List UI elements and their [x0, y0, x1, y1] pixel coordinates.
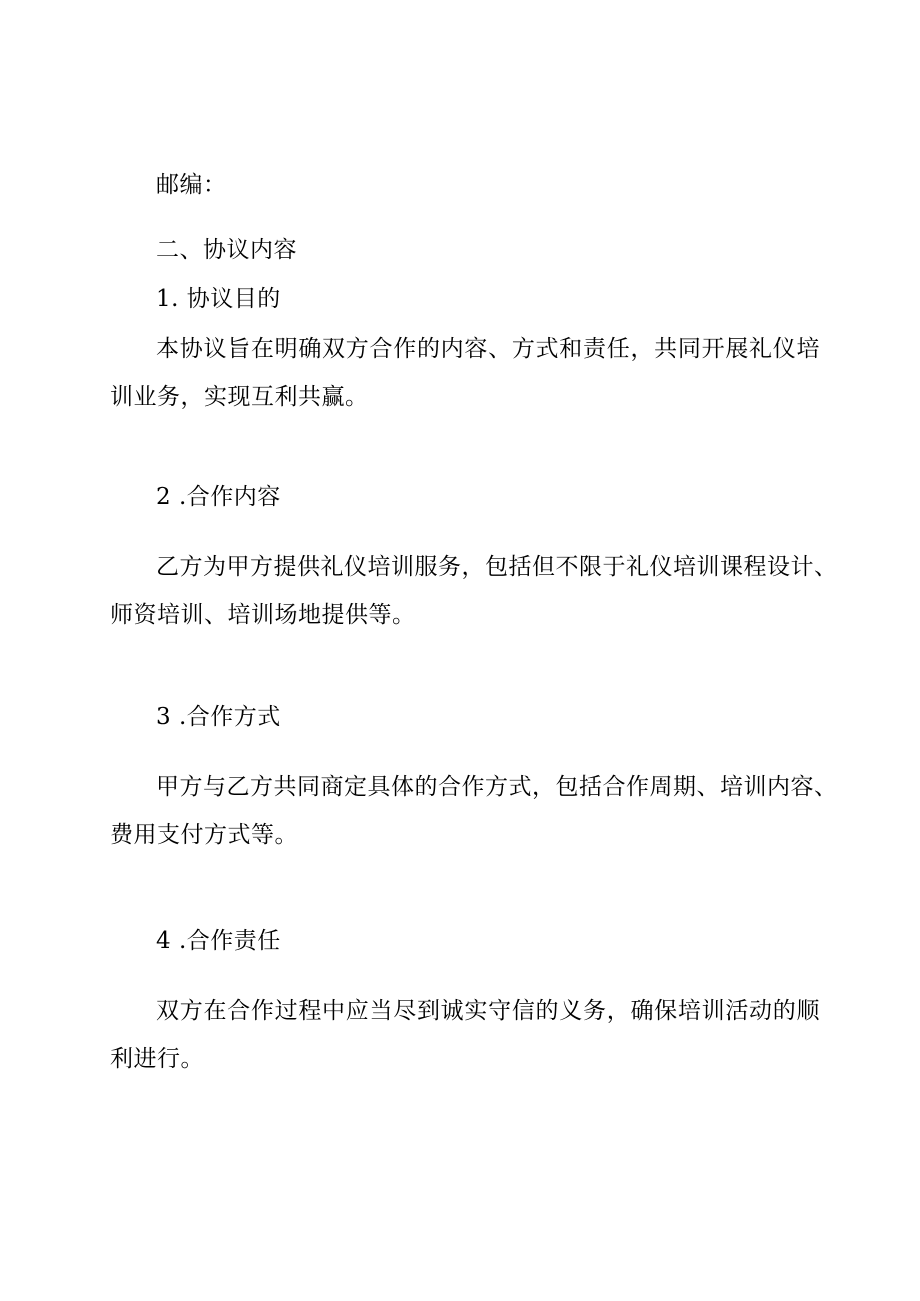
item-heading-method: 3 .合作方式	[156, 704, 281, 730]
item-body-responsibility-line2: 利进行。	[110, 1046, 204, 1072]
item-body-content-line2: 师资培训、培训场地提供等。	[110, 602, 416, 628]
item-heading-purpose: 1. 协议目的	[156, 286, 281, 312]
item-body-method-line2: 费用支付方式等。	[110, 822, 298, 848]
item-heading-content: 2 .合作内容	[156, 484, 281, 510]
section-title: 二、协议内容	[156, 237, 297, 263]
item-body-method-line1: 甲方与乙方共同商定具体的合作方式，包括合作周期、培训内容、	[156, 774, 838, 800]
item-body-content-line1: 乙方为甲方提供礼仪培训服务，包括但不限于礼仪培训课程设计、	[156, 554, 838, 580]
item-heading-responsibility: 4 .合作责任	[156, 928, 281, 954]
item-body-purpose-line2: 训业务，实现互利共赢。	[110, 384, 369, 410]
postcode-label: 邮编：	[156, 172, 227, 198]
item-body-responsibility-line1: 双方在合作过程中应当尽到诚实守信的义务，确保培训活动的顺	[156, 998, 820, 1024]
item-body-purpose-line1: 本协议旨在明确双方合作的内容、方式和责任，共同开展礼仪培	[156, 336, 820, 362]
